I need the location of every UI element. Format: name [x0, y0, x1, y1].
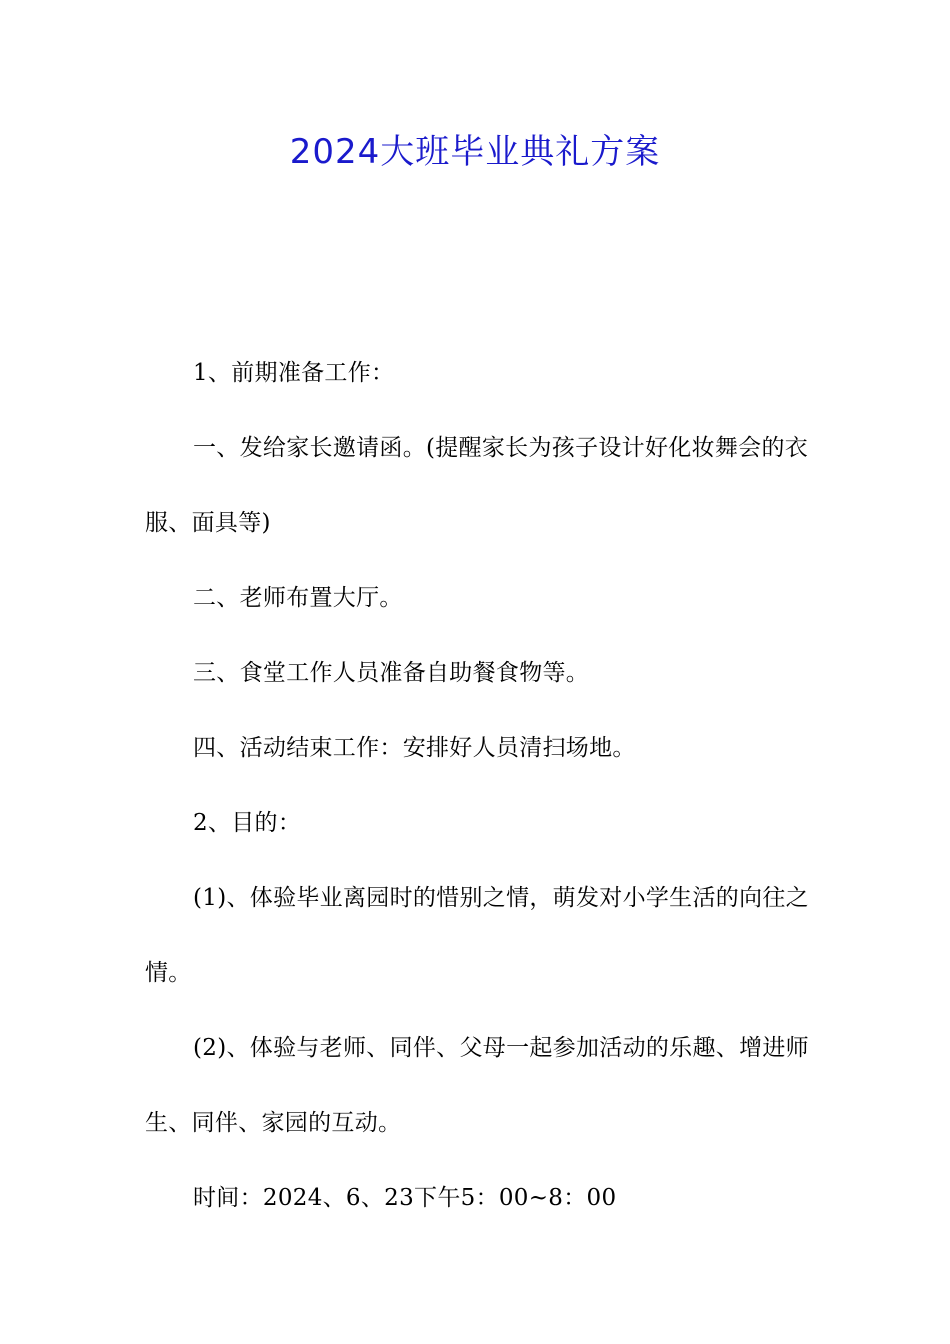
paragraph-purpose-heading: 2、目的：	[193, 810, 302, 836]
paragraph-cleanup: 四、活动结束工作：安排好人员清扫场地。	[193, 735, 636, 761]
paragraph-prep-heading: 1、前期准备工作：	[193, 360, 395, 386]
paragraph-invitation: 一、发给家长邀请函。(提醒家长为孩子设计好化妆舞会的衣服、面具等)	[145, 435, 809, 536]
paragraph-purpose-1: (1)、体验毕业离园时的惜别之情，萌发对小学生活的向往之情。	[145, 885, 809, 986]
paragraph-time: 时间：2024、6、23下午5：00~8：00	[193, 1185, 617, 1211]
paragraph-hall-decoration: 二、老师布置大厅。	[193, 585, 403, 611]
paragraph-purpose-2: (2)、体验与老师、同伴、父母一起参加活动的乐趣、增进师生、同伴、家园的互动。	[145, 1035, 809, 1136]
document-title: 2024大班毕业典礼方案	[289, 132, 661, 172]
paragraph-buffet: 三、食堂工作人员准备自助餐食物等。	[193, 660, 590, 686]
document-body	[145, 336, 810, 1236]
